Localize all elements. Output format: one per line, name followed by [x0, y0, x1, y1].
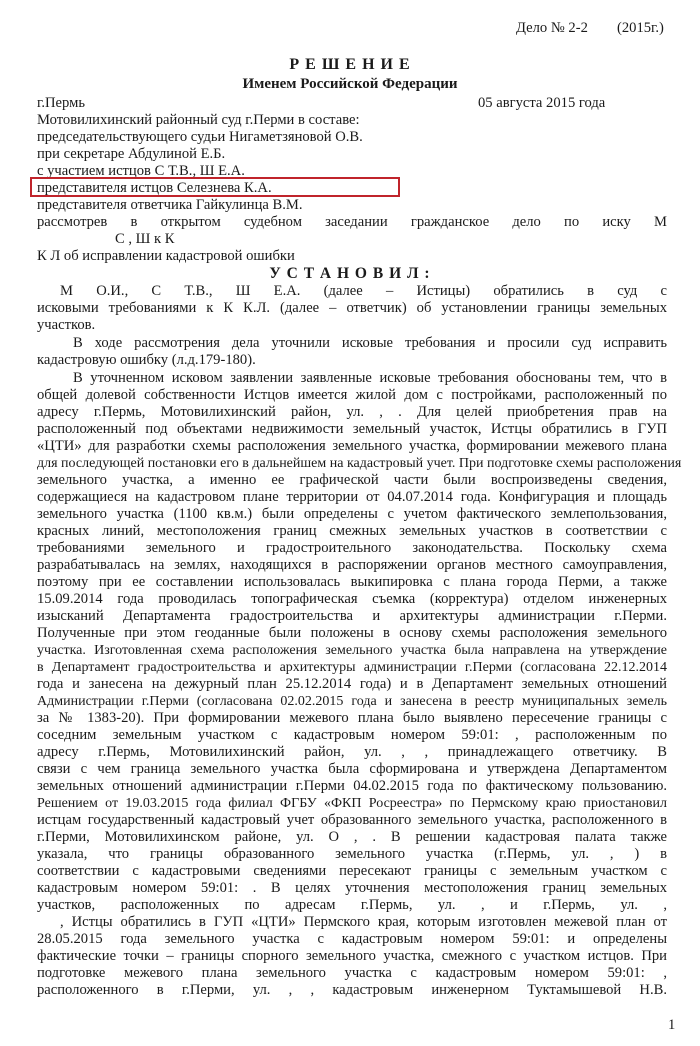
body-line: Решением от 19.03.2015 года филиал ФГБУ «ФКП Росреестра» по Пермскому краю приостановил — [37, 796, 667, 811]
body-line: истцам государственный кадастровый учет образованного земельного участка, расположенного в — [37, 812, 667, 828]
body-line: адресу г.Пермь, Мотовилихинский район, ул. , . Для целей приобретения прав на — [37, 404, 667, 420]
body-line: земельного участка, а именно ее графической части были воспроизведены сведения, — [37, 472, 667, 488]
body-line: участка. Изготовленная схема расположения земельного участка была направлена на утверждение — [37, 643, 667, 658]
body-line: В ходе рассмотрения дела уточнили исковые требования и просили суд исправить — [73, 335, 667, 351]
body-line: требованиями земельного и градостроительного законодательства. Поскольку схема — [37, 540, 667, 556]
document-title: Р Е Ш Е Н И Е — [289, 56, 411, 73]
body-line: общей долевой собственности Истцов имеется жилой дом с постройками, расположенный по — [37, 387, 667, 403]
body-line: для последующей постановки его в дальнейшем на кадастровый учет. При подготовке схемы расположения — [37, 456, 682, 471]
body-line: за № 1383-20). При формировании межевого плана было выявлено пересечение границы с — [37, 710, 667, 726]
intro-line: при секретаре Абдулиной Е.Б. — [37, 146, 226, 162]
body-line: «ЦТИ» для разработки схемы расположения земельного участка, формировании межевого плана — [37, 438, 667, 454]
body-line: указала, что границы образованного земельного участка (г.Пермь, ул. , ) в — [37, 846, 667, 862]
highlighted-representative-line: представителя истцов Селезнева К.А. — [37, 180, 272, 196]
document-subtitle: Именем Российской Федерации — [242, 76, 458, 92]
body-line: поэтому при ее составлении использовалась выкипировка с плана города Перми, а также — [37, 574, 667, 590]
body-line: расположенный под объектами недвижимости земельный участок, Истцы обратились в ГУП — [37, 421, 667, 437]
body-line: содержащиеся на кадастровом плане территории от 04.07.2014 года. Конфигурация и площадь — [37, 489, 667, 505]
case-line: С , Ш к К — [115, 231, 175, 247]
intro-line: председательствующего судьи Нигаметзяновой О.В. — [37, 129, 363, 145]
case-line: К Л об исправлении кадастровой ошибки — [37, 248, 295, 264]
body-line: Администрации г.Перми (согласована 02.02.2015 года и занесена в реестр муниципальных земель — [37, 694, 667, 709]
highlight-box — [30, 177, 400, 197]
body-line: подготовке межевого плана земельного участка с кадастровым номером 59:01: , — [37, 965, 667, 981]
body-line: фактические точки – границы спорного земельного участка, смежного с участком истцов. При — [37, 948, 667, 964]
body-line: соседним земельным участком с кадастровым номером 59:01: , расположенным по — [37, 727, 667, 743]
body-line: исковыми требованиями к К К.Л. (далее – ответчик) об установлении границы земельных — [37, 300, 667, 316]
body-line: 15.09.2014 года проводилась топографическая съемка (корректура) отделом инженерных — [37, 591, 667, 607]
body-line: г.Перми, Мотовилихинском районе, ул. О , . В решении кадастровая палата также — [37, 829, 667, 845]
body-line: В уточненном исковом заявлении заявленные исковые требования обоснованы тем, что в — [73, 370, 667, 386]
intro-line: представителя ответчика Гайкулинца В.М. — [37, 197, 303, 213]
body-line: адресу г.Пермь, Мотовилихинский район, ул. , , принадлежащего ответчику. В — [37, 744, 667, 760]
body-line: расположенного в г.Перми, ул. , , кадастровым инженерном Туктамышевой Н.В. — [37, 982, 667, 998]
city: г.Пермь — [37, 95, 85, 111]
body-line: связи с чем граница земельного участка была сформирована и утверждена Департаментом — [37, 761, 667, 777]
body-line: изысканий Департамента градостроительства и архитектуры администрации г.Перми. — [37, 608, 667, 624]
body-line: М О.И., С Т.В., Ш Е.А. (далее – Истицы) обратились в суд с — [60, 283, 667, 299]
intro-line: Мотовилихинский районный суд г.Перми в составе: — [37, 112, 360, 128]
body-line: красных линий, местоположения границ смежных земельных участков в соответствии с — [37, 523, 667, 539]
intro-line: с участием истцов С Т.В., Ш Е.А. — [37, 163, 245, 179]
body-line: , Истцы обратились в ГУП «ЦТИ» Пермского края, которым изготовлен межевой план от — [60, 914, 667, 930]
body-line: разрабатывалась на землях, находящихся в распоряжении органов местного самоуправления, — [37, 557, 667, 573]
body-line: участков, расположенных по адресам г.Пермь, ул. , и г.Пермь, ул. , — [37, 897, 667, 913]
body-line: 28.05.2015 года земельного участка с кадастровым номером 59:01: и определены — [37, 931, 667, 947]
case-number: Дело № 2-2 — [516, 20, 588, 36]
body-line: кадастровую ошибку (л.д.179-180). — [37, 352, 256, 368]
section-heading: У С Т А Н О В И Л : — [269, 265, 431, 282]
body-line: участков. — [37, 317, 96, 333]
body-line: кадастровым номером 59:01: . В целях уточнения местоположения границ земельных — [37, 880, 667, 896]
case-year: (2015г.) — [617, 20, 664, 36]
body-line: в Департамент градостроительства и архитектуры администрации г.Перми (согласована 22.12.2014 — [37, 660, 667, 675]
body-line: земельного участка (1100 кв.м.) были определены с учетом фактического землепользования, — [37, 506, 667, 522]
body-line: года и занесена на дежурный план 25.12.2014 года) и в Департамент земельных отношений — [37, 676, 667, 692]
body-line: земельных отношений администрации г.Перми 04.02.2015 года по фактическому пользованию. — [37, 778, 667, 794]
body-line: соответствии с кадастровыми сведениями пересекают границы с земельным участком с — [37, 863, 667, 879]
page-number: 1 — [668, 1017, 676, 1033]
body-line: Полученные при этом геоданные были положены в основу схемы расположения земельного — [37, 625, 667, 641]
case-line: рассмотрев в открытом судебном заседании гражданское дело по иску М — [37, 214, 667, 230]
decision-date: 05 августа 2015 года — [478, 95, 606, 111]
